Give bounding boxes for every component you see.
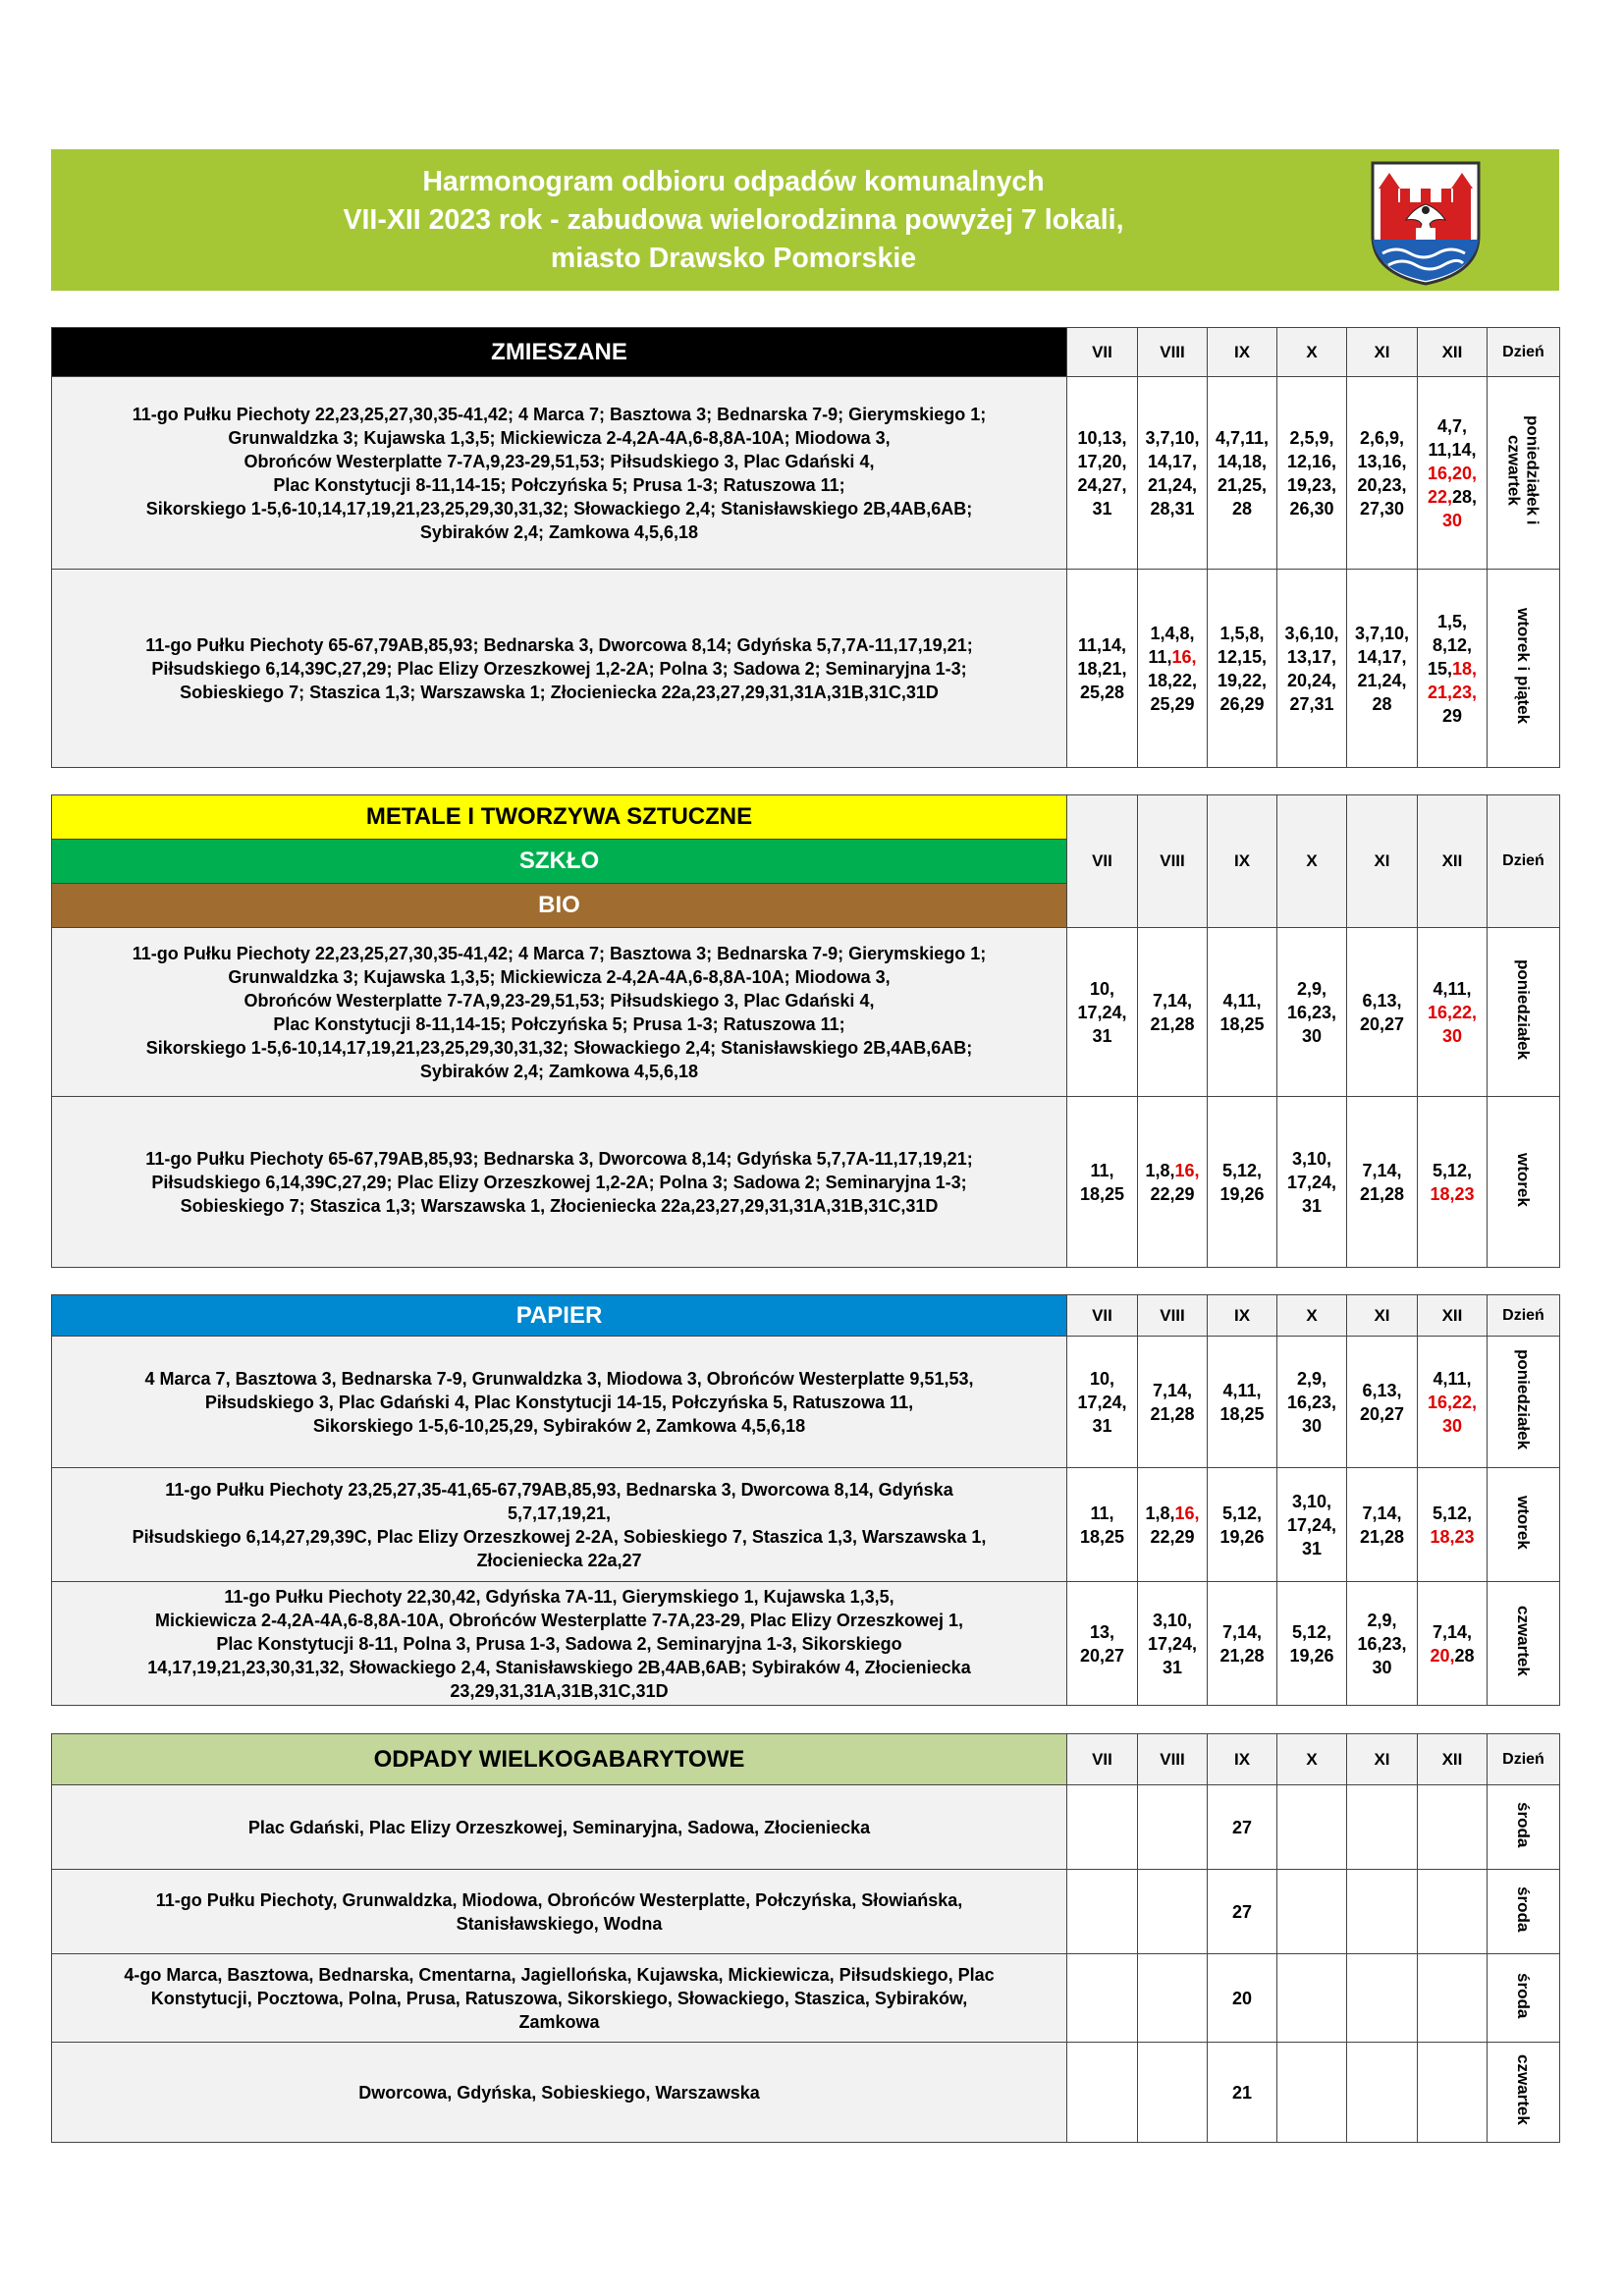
date-value: 14,17,	[1147, 451, 1198, 471]
date-value: 1,4,8,	[1150, 623, 1195, 643]
date-cell-xii	[1418, 928, 1488, 1097]
date-cell-xi	[1347, 1337, 1418, 1468]
date-value: 25,29	[1150, 693, 1195, 714]
date-cell-ix	[1208, 377, 1277, 570]
date-cell-x	[1277, 928, 1347, 1097]
date-value: 28	[1454, 1645, 1475, 1666]
address-cell: Plac Gdański, Plac Elizy Orzeszkowej, Seminaryjna, Sadowa, Złocieniecka	[52, 1785, 1067, 1870]
day-label: środa	[1514, 1886, 1533, 1933]
date-value: 13,	[1089, 1621, 1115, 1642]
date-value: 31	[1301, 1538, 1323, 1558]
address-cell: Dworcowa, Gdyńska, Sobieskiego, Warszawska	[52, 2043, 1067, 2143]
date-value: 22,29	[1150, 1526, 1195, 1547]
date-value: 17,24,	[1077, 1002, 1127, 1022]
date-value: 19,26	[1219, 1183, 1265, 1204]
date-value: 31	[1301, 1195, 1323, 1216]
date-value: 20,27	[1359, 1403, 1405, 1424]
highlighted-date: 30	[1441, 510, 1463, 530]
day-cell	[1488, 2043, 1560, 2143]
date-value: 20,24,	[1286, 670, 1337, 690]
date-value: 27,30	[1359, 498, 1405, 519]
day-cell	[1488, 1097, 1560, 1268]
date-value: 31	[1092, 1415, 1112, 1436]
day-header: Dzień	[1488, 328, 1560, 377]
date-cell-x	[1277, 1582, 1347, 1706]
date-cell-x	[1277, 1954, 1347, 2043]
day-cell	[1488, 1468, 1560, 1582]
day-label: poniedziałek	[1514, 958, 1533, 1061]
date-value: 16,23,	[1357, 1633, 1407, 1654]
day-cell	[1488, 570, 1560, 768]
town-crest-icon	[1367, 159, 1485, 287]
date-value: 28,	[1452, 486, 1478, 507]
date-value: 2,9,	[1367, 1610, 1397, 1630]
date-value: 28	[1231, 498, 1253, 519]
date-value: 21,28	[1150, 1013, 1195, 1034]
date-value: 5,12,	[1432, 1160, 1473, 1180]
date-value: 4,7,11,	[1215, 427, 1270, 448]
category-bio: BIO	[52, 884, 1067, 928]
highlighted-date: 16,	[1174, 1160, 1200, 1180]
date-cell-ix	[1208, 1097, 1277, 1268]
date-cell-vii	[1067, 1954, 1138, 2043]
date-cell-vii	[1067, 928, 1138, 1097]
date-value: 29	[1441, 705, 1463, 726]
date-value: 10,	[1089, 1368, 1115, 1389]
date-cell-x	[1277, 2043, 1347, 2143]
table-row	[52, 1582, 1560, 1706]
date-value: 20,27	[1359, 1013, 1405, 1034]
table-row	[52, 1097, 1560, 1268]
highlighted-date: 30	[1441, 1025, 1463, 1046]
date-cell-ix	[1208, 1954, 1277, 2043]
date-value: 27	[1231, 1817, 1253, 1837]
date-cell-xi	[1347, 1870, 1418, 1954]
day-label: wtorek	[1514, 1495, 1533, 1550]
date-value: 11,	[1090, 1160, 1114, 1180]
date-value: 7,14,	[1432, 1621, 1473, 1642]
date-cell-xi	[1347, 1468, 1418, 1582]
day-label: czwartek	[1514, 2054, 1533, 2125]
date-cell-xii	[1418, 1337, 1488, 1468]
date-value: 7,14,	[1362, 1160, 1402, 1180]
table-row	[52, 928, 1560, 1097]
date-value: 21,25,	[1217, 474, 1268, 495]
address-cell: 11-go Pułku Piechoty 22,30,42, Gdyńska 7A-11, Gierymskiego 1, Kujawska 1,3,5, Mickiewicza 2-4,2A-4A,6-8,8A-10A, Obrońców Westerplatte 7-7A,23-29, Plac Elizy Orzeszkowej 1, Plac Konstytucji 8-11, Polna 3, Prusa 1-3, Sadowa 2, Seminaryjna 1-3, Sikorskiego 14,17,19,21,23,30,31,32, Słowackiego 2,4, Stanisławskiego 2B,4AB,6AB; Sybiraków 4, Złocieniecka 23,29,31,31A,31B,31C,31D	[52, 1582, 1067, 1706]
month-header: X	[1277, 1295, 1347, 1337]
table-row	[52, 1785, 1560, 1870]
date-value: 18,25	[1079, 1183, 1125, 1204]
date-value: 2,6,9,	[1359, 427, 1405, 448]
day-cell	[1488, 1954, 1560, 2043]
address-cell: 11-go Pułku Piechoty 22,23,25,27,30,35-41,42; 4 Marca 7; Basztowa 3; Bednarska 7-9; Gierymskiego 1; Grunwaldzka 3; Kujawska 1,3,5; Mickiewicza 2-4,2A-4A,6-8,8A-10A; Miodowa 3, Obrońców Westerplatte 7-7A,9,23-29,51,53; Piłsudskiego 3, Plac Gdański 4, Plac Konstytucji 8-11,14-15; Połczyńska 5; Prusa 1-3; Ratuszowa 11; Sikorskiego 1-5,6-10,14,17,19,21,23,25,29,30,31,32; Słowackiego 2,4; Stanisławskiego 2B,4AB,6AB; Sybiraków 2,4; Zamkowa 4,5,6,18	[52, 377, 1067, 570]
date-cell-ix	[1208, 1337, 1277, 1468]
highlighted-date: 16,	[1171, 646, 1197, 667]
date-cell-viii	[1138, 1337, 1208, 1468]
month-header: XI	[1347, 795, 1418, 928]
date-value: 17,20,	[1077, 451, 1127, 471]
highlighted-date: 18,23	[1430, 1526, 1475, 1547]
date-value: 3,10,	[1152, 1610, 1193, 1630]
date-cell-ix	[1208, 570, 1277, 768]
date-value: 16,23,	[1286, 1002, 1337, 1022]
month-header: VII	[1067, 328, 1138, 377]
date-cell-viii	[1138, 1582, 1208, 1706]
highlighted-date: 21,23,	[1427, 682, 1478, 702]
day-label: poniedziałek	[1514, 1348, 1533, 1450]
date-cell-xii	[1418, 570, 1488, 768]
date-cell-vii	[1067, 570, 1138, 768]
month-header: VII	[1067, 1295, 1138, 1337]
date-cell-viii	[1138, 377, 1208, 570]
date-cell-ix	[1208, 1468, 1277, 1582]
date-cell-vii	[1067, 1097, 1138, 1268]
date-cell-x	[1277, 1468, 1347, 1582]
date-cell-x	[1277, 377, 1347, 570]
date-value: 13,17,	[1286, 646, 1337, 667]
date-cell-viii	[1138, 1870, 1208, 1954]
title-line-2: VII-XII 2023 rok - zabudowa wielorodzinna powyżej 7 lokali,	[343, 204, 1124, 236]
date-cell-viii	[1138, 1785, 1208, 1870]
date-cell-viii	[1138, 1468, 1208, 1582]
date-value: 2,5,9,	[1289, 427, 1334, 448]
highlighted-date: 16,22,	[1427, 1392, 1478, 1412]
date-value: 18,25	[1079, 1526, 1125, 1547]
date-value: 4,11,	[1433, 1368, 1472, 1389]
address-cell: 11-go Pułku Piechoty 23,25,27,35-41,65-67,79AB,85,93, Bednarska 3, Dworcowa 8,14, Gdyńska 5,7,17,19,21, Piłsudskiego 6,14,27,29,39C, Plac Elizy Orzeszkowej 2-2A, Sobieskiego 7, Staszica 1,3, Warszawska 1, Złocieniecka 22a,27	[52, 1468, 1067, 1582]
day-label: czwartek	[1514, 1606, 1533, 1676]
date-cell-xi	[1347, 1097, 1418, 1268]
date-value: 22,29	[1150, 1183, 1195, 1204]
date-value: 11,	[1148, 646, 1172, 667]
date-value: 28	[1372, 693, 1392, 714]
table-row	[52, 1954, 1560, 2043]
date-value: 1,5,8,	[1219, 623, 1265, 643]
highlighted-date: 30	[1441, 1415, 1463, 1436]
date-value: 2,9,	[1296, 1368, 1327, 1389]
day-cell	[1488, 1870, 1560, 1954]
month-header: IX	[1208, 328, 1277, 377]
date-value: 21,24,	[1357, 670, 1407, 690]
date-cell-ix	[1208, 1870, 1277, 1954]
title-line-3: miasto Drawsko Pomorskie	[550, 243, 917, 274]
date-cell-xi	[1347, 928, 1418, 1097]
month-header: IX	[1208, 795, 1277, 928]
date-value: 11,14,	[1077, 634, 1127, 655]
date-cell-viii	[1138, 2043, 1208, 2143]
date-value: 8,12,	[1432, 634, 1473, 655]
date-value: 3,7,10,	[1145, 427, 1200, 448]
date-value: 19,26	[1219, 1526, 1265, 1547]
month-header: VIII	[1138, 1295, 1208, 1337]
month-header: XII	[1418, 328, 1488, 377]
date-value: 25,28	[1079, 682, 1125, 702]
date-value: 27,31	[1289, 693, 1334, 714]
date-cell-ix	[1208, 1582, 1277, 1706]
date-cell-vii	[1067, 1468, 1138, 1582]
date-value: 17,24,	[1286, 1172, 1337, 1192]
date-value: 30	[1372, 1657, 1392, 1677]
address-cell: 11-go Pułku Piechoty 22,23,25,27,30,35-41,42; 4 Marca 7; Basztowa 3; Bednarska 7-9; Gierymskiego 1; Grunwaldzka 3; Kujawska 1,3,5; Mickiewicza 2-4,2A-4A,6-8,8A-10A; Miodowa 3, Obrońców Westerplatte 7-7A,9,23-29,51,53; Piłsudskiego 3, Plac Gdański 4, Plac Konstytucji 8-11,14-15; Połczyńska 5; Prusa 1-3; Ratuszowa 11; Sikorskiego 1-5,6-10,14,17,19,21,23,25,29,30,31,32; Słowackiego 2,4; Stanisławskiego 2B,4AB,6AB; Sybiraków 2,4; Zamkowa 4,5,6,18	[52, 928, 1067, 1097]
category-wielkogabarytowe: ODPADY WIELKOGABARYTOWE	[52, 1734, 1067, 1785]
date-value: 1,8,	[1145, 1503, 1175, 1523]
date-value: 16,23,	[1286, 1392, 1337, 1412]
day-label: środa	[1514, 1972, 1533, 2019]
highlighted-date: 18,23	[1430, 1183, 1475, 1204]
day-label: wtorek	[1514, 1152, 1533, 1207]
date-cell-ix	[1208, 2043, 1277, 2143]
highlighted-date: 20,	[1430, 1645, 1455, 1666]
date-cell-viii	[1138, 1097, 1208, 1268]
date-cell-x	[1277, 1097, 1347, 1268]
date-value: 14,18,	[1217, 451, 1268, 471]
day-cell	[1488, 1337, 1560, 1468]
month-header: XI	[1347, 1734, 1418, 1785]
date-cell-vii	[1067, 1870, 1138, 1954]
date-value: 21,28	[1359, 1183, 1405, 1204]
date-value: 26,30	[1289, 498, 1334, 519]
date-cell-xi	[1347, 1582, 1418, 1706]
date-cell-xi	[1347, 377, 1418, 570]
date-value: 20,23,	[1357, 474, 1407, 495]
date-value: 1,8,	[1145, 1160, 1175, 1180]
date-value: 20	[1231, 1988, 1253, 2008]
date-cell-x	[1277, 1870, 1347, 1954]
category-szklo: SZKŁO	[52, 840, 1067, 884]
highlighted-date: 16,	[1174, 1503, 1200, 1523]
date-value: 31	[1162, 1657, 1183, 1677]
date-cell-xi	[1347, 2043, 1418, 2143]
date-cell-xii	[1418, 1785, 1488, 1870]
day-header: Dzień	[1488, 1295, 1560, 1337]
date-value: 4,11,	[1222, 1380, 1262, 1400]
date-value: 27	[1231, 1901, 1253, 1922]
day-label: wtorek i piątek	[1514, 607, 1533, 725]
date-cell-xii	[1418, 1097, 1488, 1268]
date-value: 7,14,	[1152, 990, 1193, 1011]
date-value: 30	[1301, 1025, 1323, 1046]
highlighted-date: 16,22,	[1427, 1002, 1478, 1022]
month-header: XI	[1347, 1295, 1418, 1337]
table-row	[52, 377, 1560, 570]
table-row	[52, 1468, 1560, 1582]
date-cell-xii	[1418, 2043, 1488, 2143]
highlighted-date: 16,20,	[1427, 463, 1478, 483]
date-value: 30	[1301, 1415, 1323, 1436]
table-row	[52, 2043, 1560, 2143]
date-cell-xii	[1418, 1582, 1488, 1706]
date-value: 21,28	[1219, 1645, 1265, 1666]
month-header: VII	[1067, 1734, 1138, 1785]
day-header: Dzień	[1488, 795, 1560, 928]
month-header: XII	[1418, 1734, 1488, 1785]
category-metale: METALE I TWORZYWA SZTUCZNE	[52, 795, 1067, 840]
date-value: 4,11,	[1222, 990, 1262, 1011]
month-header: X	[1277, 1734, 1347, 1785]
day-label: poniedziałek i czwartek	[1504, 415, 1543, 525]
highlighted-date: 18,	[1452, 658, 1478, 679]
address-cell: 11-go Pułku Piechoty 65-67,79AB,85,93; Bednarska 3, Dworcowa 8,14; Gdyńska 5,7,7A-11,17,19,21; Piłsudskiego 6,14,39C,27,29; Plac Elizy Orzeszkowej 1,2-2A; Polna 3; Sadowa 2; Seminaryjna 1-3; Sobieskiego 7; Staszica 1,3; Warszawska 1, Złocieniecka 22a,23,27,29,31,31A,31B,31C,31D	[52, 1097, 1067, 1268]
date-value: 5,12,	[1221, 1503, 1263, 1523]
date-value: 26,29	[1219, 693, 1265, 714]
date-cell-viii	[1138, 928, 1208, 1097]
table-wielkogabarytowe	[51, 1733, 1560, 2143]
table-row	[52, 1870, 1560, 1954]
date-value: 14,17,	[1357, 646, 1407, 667]
day-cell	[1488, 1582, 1560, 1706]
category-zmieszane: ZMIESZANE	[52, 328, 1067, 377]
day-cell	[1488, 928, 1560, 1097]
day-cell	[1488, 377, 1560, 570]
date-value: 12,15,	[1217, 646, 1268, 667]
date-value: 11,	[1090, 1503, 1114, 1523]
month-header: XI	[1347, 328, 1418, 377]
date-value: 17,24,	[1286, 1514, 1337, 1535]
date-value: 20,27	[1079, 1645, 1125, 1666]
date-cell-xi	[1347, 570, 1418, 768]
date-value: 17,24,	[1147, 1633, 1198, 1654]
month-header: VIII	[1138, 328, 1208, 377]
date-cell-viii	[1138, 570, 1208, 768]
date-cell-xi	[1347, 1785, 1418, 1870]
date-cell-viii	[1138, 1954, 1208, 2043]
date-value: 18,22,	[1147, 670, 1198, 690]
date-cell-vii	[1067, 1785, 1138, 1870]
month-header: VIII	[1138, 795, 1208, 928]
month-header: XII	[1418, 1295, 1488, 1337]
date-value: 10,	[1089, 978, 1115, 999]
date-value: 7,14,	[1362, 1503, 1402, 1523]
date-value: 24,27,	[1077, 474, 1127, 495]
date-value: 3,10,	[1291, 1491, 1332, 1511]
date-value: 5,12,	[1291, 1621, 1332, 1642]
date-cell-xi	[1347, 1954, 1418, 2043]
date-value: 15,	[1427, 658, 1452, 679]
date-value: 31	[1092, 498, 1112, 519]
month-header: IX	[1208, 1734, 1277, 1785]
date-value: 5,12,	[1221, 1160, 1263, 1180]
table-metale-szklo-bio	[51, 794, 1560, 1268]
date-value: 21,28	[1150, 1403, 1195, 1424]
date-value: 21,28	[1359, 1526, 1405, 1547]
date-value: 4,11,	[1433, 978, 1472, 999]
table-zmieszane	[51, 327, 1560, 768]
date-value: 21	[1231, 2082, 1253, 2103]
date-value: 18,25	[1219, 1403, 1265, 1424]
date-cell-vii	[1067, 1337, 1138, 1468]
date-value: 6,13,	[1362, 990, 1402, 1011]
date-value: 21,24,	[1147, 474, 1198, 495]
date-cell-xii	[1418, 1870, 1488, 1954]
day-header: Dzień	[1488, 1734, 1560, 1785]
address-cell: 4-go Marca, Basztowa, Bednarska, Cmentarna, Jagiellońska, Kujawska, Mickiewicza, Piłsudskiego, Plac Konstytucji, Pocztowa, Polna, Prusa, Ratuszowa, Sikorskiego, Słowackiego, Staszica, Sybiraków, Zamkowa	[52, 1954, 1067, 2043]
date-cell-ix	[1208, 1785, 1277, 1870]
date-value: 4,7,	[1436, 415, 1468, 436]
date-cell-x	[1277, 1785, 1347, 1870]
date-value: 1,5,	[1436, 611, 1468, 631]
date-value: 18,25	[1219, 1013, 1265, 1034]
month-header: IX	[1208, 1295, 1277, 1337]
date-value: 19,26	[1289, 1645, 1334, 1666]
date-value: 19,22,	[1217, 670, 1268, 690]
title-line-1: Harmonogram odbioru odpadów komunalnych	[422, 166, 1045, 197]
date-value: 12,16,	[1286, 451, 1337, 471]
date-cell-vii	[1067, 2043, 1138, 2143]
month-header: XII	[1418, 795, 1488, 928]
date-cell-x	[1277, 570, 1347, 768]
date-cell-vii	[1067, 377, 1138, 570]
date-cell-vii	[1067, 1582, 1138, 1706]
month-header: X	[1277, 795, 1347, 928]
date-value: 2,9,	[1296, 978, 1327, 999]
date-value: 11,14,	[1428, 439, 1477, 460]
date-value: 3,7,10,	[1354, 623, 1410, 643]
month-header: X	[1277, 328, 1347, 377]
header-banner	[51, 149, 1559, 291]
date-value: 7,14,	[1152, 1380, 1193, 1400]
date-value: 19,23,	[1286, 474, 1337, 495]
date-value: 18,21,	[1077, 658, 1127, 679]
date-value: 10,13,	[1077, 427, 1127, 448]
highlighted-date: 22,	[1427, 486, 1452, 507]
date-value: 3,10,	[1291, 1148, 1332, 1169]
date-value: 3,6,10,	[1284, 623, 1339, 643]
date-value: 13,16,	[1357, 451, 1407, 471]
date-cell-ix	[1208, 928, 1277, 1097]
date-cell-xii	[1418, 377, 1488, 570]
month-header: VIII	[1138, 1734, 1208, 1785]
date-value: 7,14,	[1221, 1621, 1263, 1642]
category-papier: PAPIER	[52, 1295, 1067, 1337]
table-row	[52, 1337, 1560, 1468]
month-header: VII	[1067, 795, 1138, 928]
date-value: 6,13,	[1362, 1380, 1402, 1400]
date-value: 5,12,	[1432, 1503, 1473, 1523]
page-title	[51, 163, 1416, 278]
address-cell: 11-go Pułku Piechoty, Grunwaldzka, Miodowa, Obrońców Westerplatte, Połczyńska, Słowiańska, Stanisławskiego, Wodna	[52, 1870, 1067, 1954]
table-row	[52, 570, 1560, 768]
date-cell-x	[1277, 1337, 1347, 1468]
date-cell-xii	[1418, 1954, 1488, 2043]
date-value: 17,24,	[1077, 1392, 1127, 1412]
day-cell	[1488, 1785, 1560, 1870]
date-value: 28,31	[1150, 498, 1195, 519]
date-value: 31	[1092, 1025, 1112, 1046]
table-papier	[51, 1294, 1560, 1706]
address-cell: 11-go Pułku Piechoty 65-67,79AB,85,93; Bednarska 3, Dworcowa 8,14; Gdyńska 5,7,7A-11,17,19,21; Piłsudskiego 6,14,39C,27,29; Plac Elizy Orzeszkowej 1,2-2A; Polna 3; Sadowa 2; Seminaryjna 1-3; Sobieskiego 7; Staszica 1,3; Warszawska 1; Złocieniecka 22a,23,27,29,31,31A,31B,31C,31D	[52, 570, 1067, 768]
day-label: środa	[1514, 1801, 1533, 1848]
address-cell: 4 Marca 7, Basztowa 3, Bednarska 7-9, Grunwaldzka 3, Miodowa 3, Obrońców Westerplatte 9,51,53, Piłsudskiego 3, Plac Gdański 4, Plac Konstytucji 14-15, Połczyńska 5, Ratuszowa 11, Sikorskiego 1-5,6-10,25,29, Sybiraków 2, Zamkowa 4,5,6,18	[52, 1337, 1067, 1468]
date-cell-xii	[1418, 1468, 1488, 1582]
